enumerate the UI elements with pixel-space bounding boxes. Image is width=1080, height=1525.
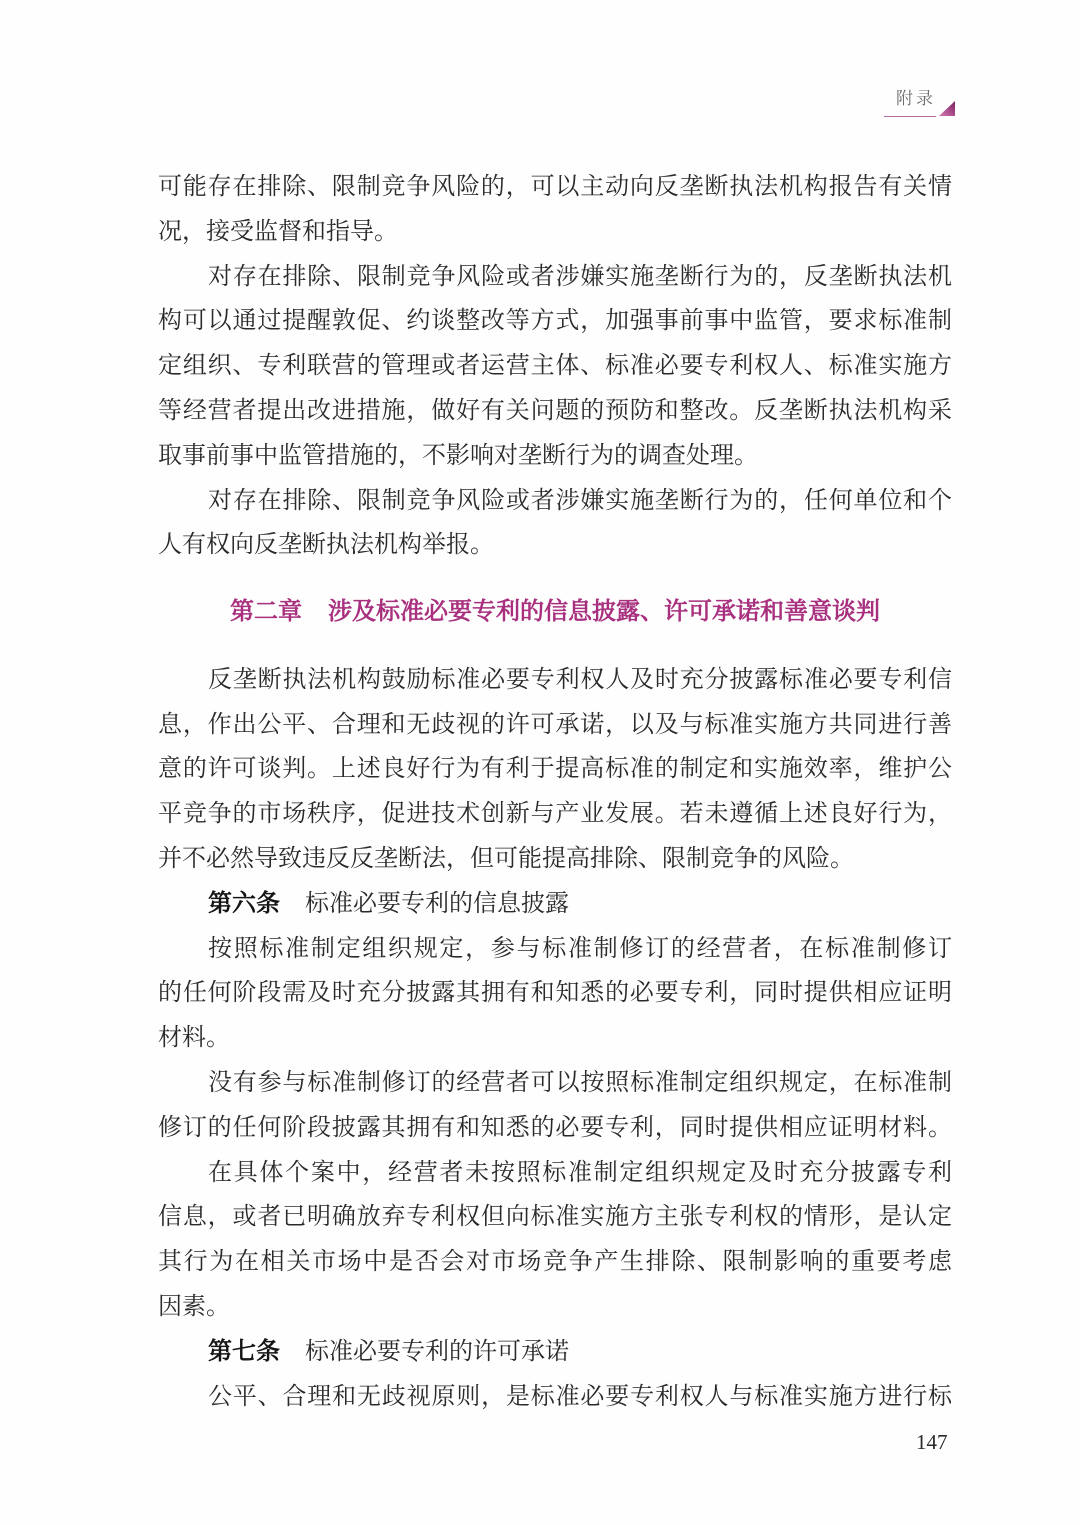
body-line: 材料。 <box>158 1023 230 1052</box>
article-heading <box>158 881 952 926</box>
body-line: 反垄断执法机构鼓励标准必要专利权人及时充分披露标准必要专利信 <box>208 664 952 693</box>
body-line: 在具体个案中，经营者未按照标准制定组织规定及时充分披露专利 <box>208 1157 952 1186</box>
body-line: 取事前事中监管措施的，不影响对垄断行为的调查处理。 <box>158 440 758 469</box>
body-line: 对存在排除、限制竞争风险或者涉嫌实施垄断行为的，任何单位和个 <box>208 485 952 514</box>
chapter-title: 涉及标准必要专利的信息披露、许可承诺和善意谈判 <box>328 597 880 626</box>
body-line: 按照标准制定组织规定，参与标准制修订的经营者，在标准制修订 <box>208 933 952 962</box>
paragraph <box>158 1060 952 1150</box>
chapter-number: 第二章 <box>230 597 302 626</box>
body-line: 对存在排除、限制竞争风险或者涉嫌实施垄断行为的，反垄断执法机 <box>208 261 952 290</box>
paragraph <box>158 254 952 478</box>
page-number: 147 <box>916 1430 948 1454</box>
article-number: 第七条 <box>208 1336 280 1365</box>
body-line: 况，接受监督和指导。 <box>158 216 398 245</box>
article-title: 标准必要专利的许可承诺 <box>305 1336 569 1365</box>
body-line: 人有权向反垄断执法机构举报。 <box>158 530 494 559</box>
body-line: 其行为在相关市场中是否会对市场竞争产生排除、限制影响的重要考虑 <box>158 1247 952 1276</box>
body-text <box>158 164 952 1418</box>
body-line: 等经营者提出改进措施，做好有关问题的预防和整改。反垄断执法机构采 <box>158 395 952 424</box>
chapter-heading <box>158 567 952 657</box>
body-line: 没有参与标准制修订的经营者可以按照标准制定组织规定，在标准制 <box>208 1067 952 1096</box>
body-line: 平竞争的市场秩序，促进技术创新与产业发展。若未遵循上述良好行为， <box>158 799 952 828</box>
body-line: 构可以通过提醒敦促、约谈整改等方式，加强事前事中监管，要求标准制 <box>158 306 952 335</box>
article-title: 标准必要专利的信息披露 <box>305 888 569 917</box>
body-line: 信息，或者已明确放弃专利权但向标准实施方主张专利权的情形，是认定 <box>158 1202 952 1231</box>
paragraph <box>158 1150 952 1329</box>
body-line: 息，作出公平、合理和无歧视的许可承诺，以及与标准实施方共同进行善 <box>158 709 952 738</box>
running-header: 附录 <box>896 89 936 109</box>
article-heading <box>158 1329 952 1374</box>
body-line: 定组织、专利联营的管理或者运营主体、标准必要专利权人、标准实施方 <box>158 351 952 380</box>
paragraph <box>158 657 952 881</box>
paragraph <box>158 1374 952 1419</box>
body-line: 可能存在排除、限制竞争风险的，可以主动向反垄断执法机构报告有关情 <box>158 172 952 200</box>
article-number: 第六条 <box>208 888 280 917</box>
paragraph <box>158 926 952 1060</box>
body-line: 意的许可谈判。上述良好行为有利于提高标准的制定和实施效率，维护公 <box>158 754 952 783</box>
body-line: 修订的任何阶段披露其拥有和知悉的必要专利，同时提供相应证明材料。 <box>158 1112 952 1141</box>
paragraph <box>158 164 952 254</box>
header-rule <box>884 116 936 117</box>
body-line: 的任何阶段需及时充分披露其拥有和知悉的必要专利，同时提供相应证明 <box>158 978 952 1007</box>
body-line: 公平、合理和无歧视原则，是标准必要专利权人与标准实施方进行标 <box>208 1381 952 1410</box>
body-line: 并不必然导致违反反垄断法，但可能提高排除、限制竞争的风险。 <box>158 843 854 872</box>
body-line: 因素。 <box>158 1291 230 1320</box>
triangle-ornament-icon <box>938 100 956 117</box>
paragraph <box>158 478 952 568</box>
